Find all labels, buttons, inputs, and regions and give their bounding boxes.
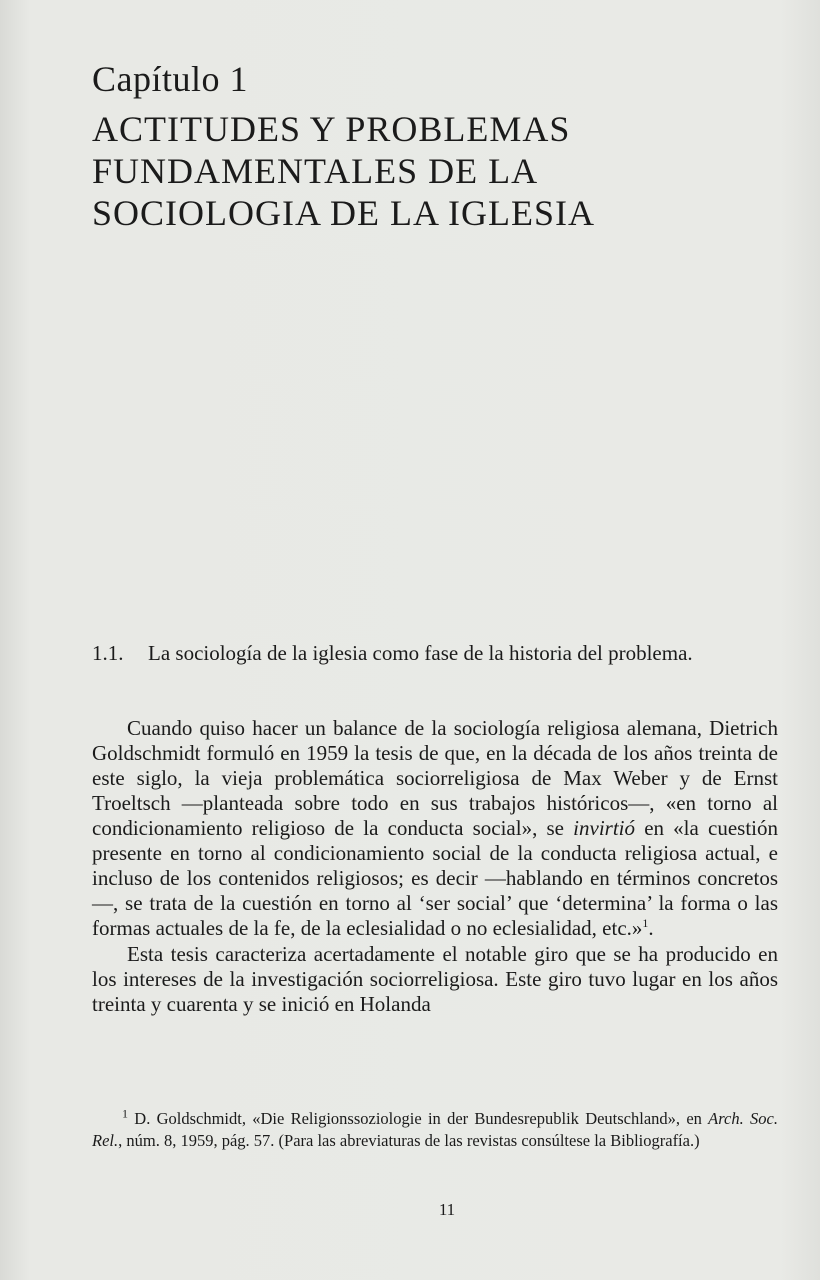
chapter-title-line-3: SOCIOLOGIA DE LA IGLESIA — [92, 193, 595, 233]
chapter-title — [92, 108, 772, 234]
paragraph-1-part-a: Cuando quiso hacer un balance de la sociología religiosa alemana, Dietrich Goldschmidt formuló en 1959 la tesis de que, en la década de los años treinta de este siglo, la vieja problemática sociorreligiosa de Max Weber y de Ernst Troeltsch —planteada sobre todo en sus trabajos históricos—, «en torno al condicionamiento religioso de la conducta social», se — [92, 716, 778, 840]
section-number: 1.1. — [92, 641, 124, 665]
footnote-journal: Arch. Soc. Rel. — [92, 1109, 778, 1150]
chapter-title-line-1: ACTITUDES Y PROBLEMAS — [92, 109, 571, 149]
paragraph-2: Esta tesis caracteriza acertadamente el notable giro que se ha producido en los intereses de la investigación sociorreligiosa. Este giro tuvo lugar en los años treinta y cuarenta y se inició en Holanda — [92, 942, 778, 1016]
page-number: 11 — [438, 1200, 456, 1219]
footnote — [92, 1108, 778, 1152]
footnote-part-a: D. Goldschmidt, «Die Religionssoziologie in der Bundesrepublik Deutschland», en — [128, 1109, 709, 1128]
paragraph-1-part-b: en «la cuestión presente en torno al condicionamiento social de la conducta religiosa actual, e incluso de los contenidos religiosos; es decir —hablando en términos concretos—, se trata de la cuestión en torno al ‘ser social’ que ‘determina’ la forma o las formas actuales de la fe, de la eclesialidad o no eclesialidad, etc.» — [92, 816, 778, 940]
footnote-mark: 1 — [122, 1106, 128, 1121]
footnote-part-b: , núm. 8, 1959, pág. 57. (Para las abreviaturas de las revistas consúltese la Bibliografía.) — [118, 1131, 700, 1150]
section-heading — [92, 640, 774, 667]
footnote-reference: 1 — [642, 916, 649, 930]
paragraph-1 — [92, 716, 778, 941]
paragraph-1-emphasis: invirtió — [573, 816, 636, 840]
chapter-title-line-2: FUNDAMENTALES DE LA — [92, 151, 539, 191]
section-title: La sociología de la iglesia como fase de la historia del problema. — [148, 641, 693, 665]
body-text — [92, 716, 778, 1017]
paragraph-1-end: . — [648, 916, 654, 940]
chapter-label: Capítulo 1 — [92, 59, 248, 99]
